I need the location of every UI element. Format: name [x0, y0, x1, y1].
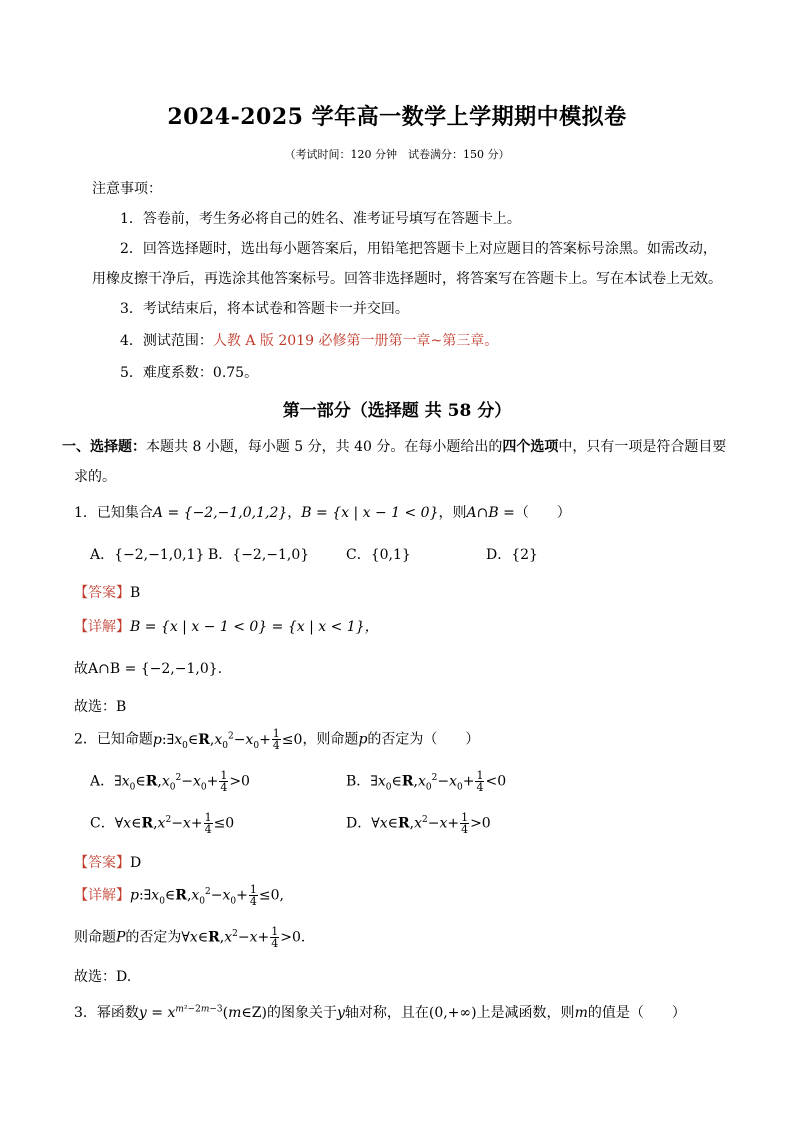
- notice-item-2: 2．回答选择题时，选出每小题答案后，用铅笔把答题卡上对应题目的答案标号涂黑。如需改动，: [120, 241, 717, 257]
- q1-set-b: B = {x | x − 1 < 0}: [301, 505, 439, 521]
- q2-option-d: D．$\forall x\in R,x^2-x+$ $\frac{1}{4}$ >0: [346, 811, 491, 836]
- question-3-stem: 3．幂函数$y = x^{m^2-2m-3}(m\in Z)$的图象关于y轴对称，且在(0,+∞)上是减函数，则m的值是（ ）: [74, 1004, 686, 1021]
- q2-detail-label: 【详解】: [74, 887, 130, 904]
- question-1-stem: [74, 502, 571, 522]
- q3-mid3: 上是减函数，则: [476, 1005, 575, 1021]
- q1-answer-label: 【答案】: [74, 585, 130, 601]
- page-title: 2024-2025 学年高一数学上学期期中模拟卷: [167, 104, 627, 130]
- q1-answer: [74, 582, 140, 602]
- q1-option-d: D．{2}: [486, 547, 538, 563]
- q1-suffix: ，则: [438, 505, 467, 521]
- q3-prefix: 3．幂函数: [74, 1005, 139, 1021]
- notice-item-1: 1．答卷前，考生务必将自己的姓名、准考证号填写在答题卡上。: [120, 211, 521, 227]
- q1-set-a: A = {−2,−1,0,1,2}: [152, 505, 288, 521]
- q1-prefix: 1．已知集合: [74, 505, 153, 521]
- q1-paren: （ ）: [514, 505, 571, 521]
- question-2-stem: 2．已知命题$p:\exists x_0\in R,x_0^2-x_0+$ $\frac{1}{4}$ ≤0，则命题p的否定为（ ）: [74, 727, 480, 752]
- intro-text-1: 本题共 8 小题，每小题 5 分，共 40 分。在每小题给出的: [146, 439, 503, 455]
- q1-detail-2: 故A∩B = {−2,−1,0}.: [74, 661, 223, 677]
- q2-prefix: 2．已知命题: [74, 731, 153, 748]
- q3-suffix: 的值是（ ）: [587, 1005, 686, 1021]
- section-title: 第一部分（选择题 共 58 分）: [282, 401, 512, 421]
- q2-conc-prefix: 则命题: [74, 929, 116, 946]
- exam-info: （考试时间：120 分钟 试卷满分：150 分）: [284, 148, 510, 161]
- q2-detail: 【详解】$p:\exists x_0\in R,x_0^2-x_0+$ $\frac{1}{4}$ ≤0,: [74, 883, 284, 908]
- notice-item-4: [120, 330, 498, 350]
- notice-item-5: 5．难度系数：0.75。: [120, 365, 259, 381]
- scope-value: 人教 A 版 2019 必修第一册第一章~第三章。: [212, 333, 499, 349]
- q2-answer-value: D: [130, 855, 142, 871]
- q2-suffix: ，则命题: [302, 731, 359, 748]
- q1-option-c: C．{0,1}: [346, 547, 411, 563]
- q2-detail-2: 则命题P的否定为$\forall x\in R,x^2-x+$ $\frac{1}{4}$ >0.: [74, 925, 306, 950]
- q3-mid: 的图象关于: [266, 1005, 337, 1021]
- q1-expr: A∩B =: [466, 505, 515, 521]
- q1-sep: ，: [287, 505, 302, 521]
- q2-conc-mid: 的否定为: [125, 929, 182, 946]
- q2-option-c: C．$\forall x\in R,x^2-x+$ $\frac{1}{4}$ ≤0: [90, 811, 235, 836]
- notice-heading: 注意事项：: [92, 181, 162, 197]
- q1-option-a: A．{−2,−1,0,1}: [90, 547, 205, 563]
- section-intro-cont: 求的。: [74, 469, 116, 485]
- q2-proposition: $p:\exists x_0\in R,x_0^2-x_0+$ $\frac{1}{4}$ ≤0: [152, 727, 303, 752]
- scope-label: 4．测试范围：: [120, 333, 213, 349]
- notice-item-3: 3．考试结束后，将本试卷和答题卡一并交回。: [120, 301, 409, 317]
- notice-item-2-cont: 用橡皮擦干净后，再选涂其他答案标号。回答非选择题时，将答案写在答题卡上。写在本试卷上无效。: [92, 271, 722, 287]
- q1-detail-label: 【详解】: [74, 619, 130, 635]
- intro-bold-2: 四个选项: [502, 439, 559, 455]
- q1-answer-value: B: [130, 585, 141, 601]
- q2-option-b: B．$\exists x_0\in R,x_0^2-x_0+$ $\frac{1}{4}$ <0: [346, 769, 507, 794]
- q1-detail-1: B = {x | x − 1 < 0} = {x | x < 1}，: [130, 619, 379, 635]
- q1-option-b: B．{−2,−1,0}: [208, 547, 310, 563]
- q2-option-a: A．$\exists x_0\in R,x_0^2-x_0+$ $\frac{1}{4}$ >0: [90, 769, 250, 794]
- q2-conclusion: 故选：D.: [74, 969, 132, 985]
- intro-bold-1: 一、选择题：: [62, 439, 146, 455]
- section-intro: [62, 436, 726, 456]
- q2-answer-label: 【答案】: [74, 855, 130, 871]
- q1-conclusion: 故选：B: [74, 699, 127, 715]
- q2-answer: [74, 852, 141, 872]
- q1-detail: [74, 616, 379, 636]
- intro-text-2: 中，只有一项是符合题目要: [558, 439, 727, 455]
- q2-suffix2: 的否定为（ ）: [367, 731, 480, 748]
- q3-mid2: 轴对称，且在: [344, 1005, 429, 1021]
